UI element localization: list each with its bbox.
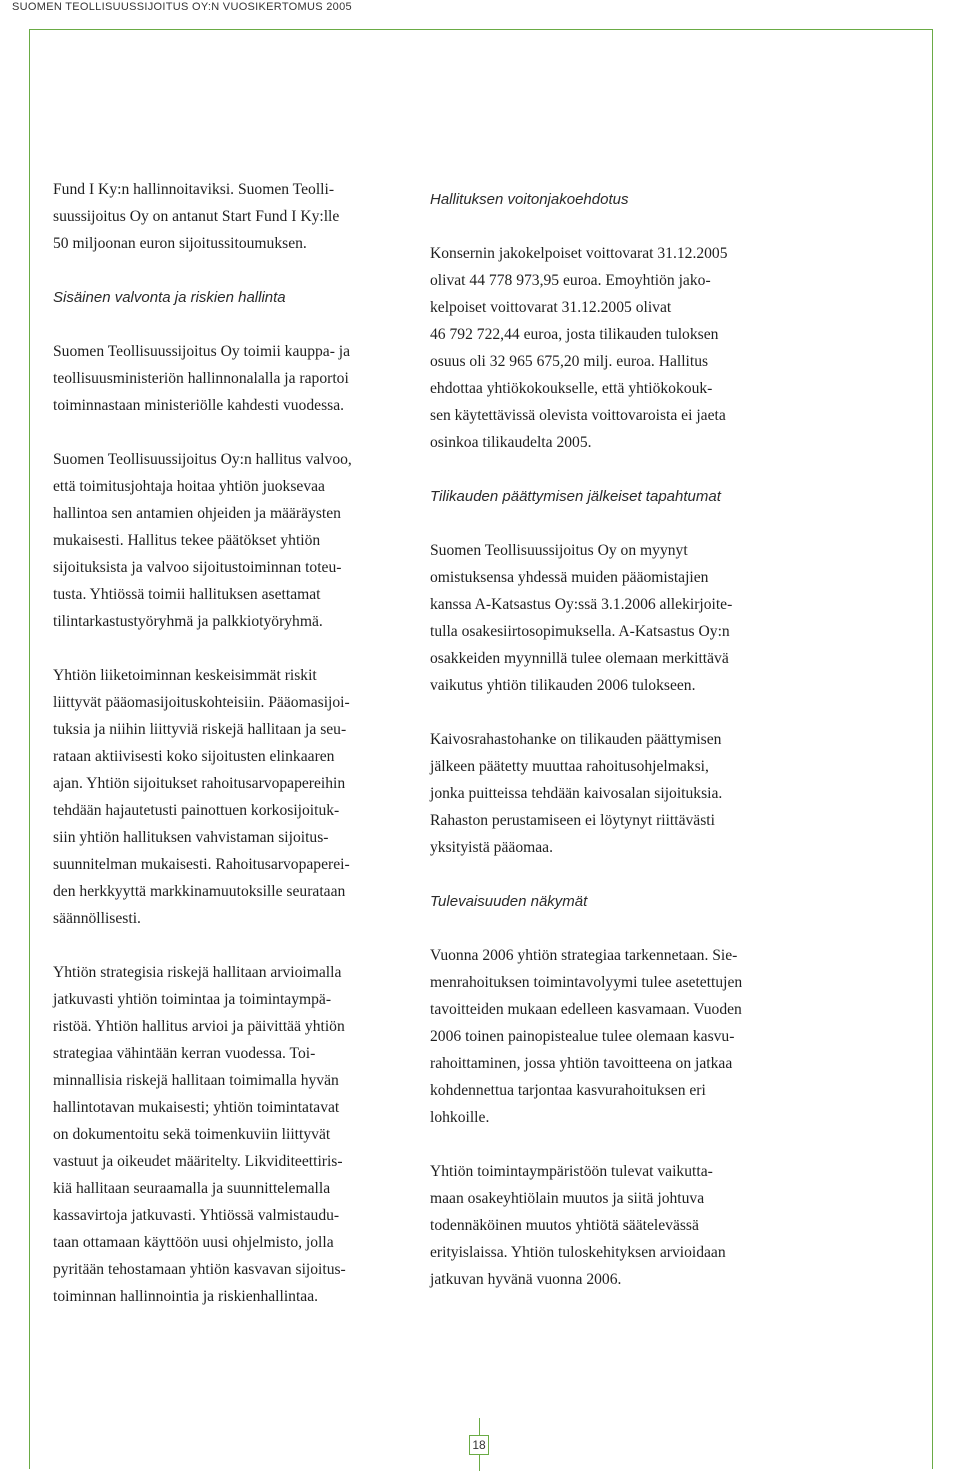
- paragraph-a-katsastus-sale: Suomen Teollisuussijoitus Oy on myynyt omistuksensa yhdessä muiden pääomistajien kanssa A-Katsastus Oy:ssä 3.1.2006 allekirjoite- tulla osakesiirtosopimuksella. A-Katsastus Oy:n osakkeiden myynnillä tulee olemaan merkittävä vaikutus yhtiön tilikauden 2006 tulokseen.: [430, 542, 733, 694]
- paragraph-distributable-funds: Konsernin jakokelpoiset voittovarat 31.12.2005 olivat 44 778 973,95 euroa. Emoyhtiön jako- kelpoiset voittovarat 31.12.2005 olivat 46 792 722,44 euroa, josta tilikauden tuloksen osuus oli 32 965 675,20 milj. euroa. Hallitus ehdottaa yhtiökokoukselle, että yhtiökokouk- sen käytettävissä olevista voittovaroista ei jaeta osinkoa tilikaudelta 2005.: [430, 245, 728, 451]
- running-header: SUOMEN TEOLLISUUSSIJOITUS OY:N VUOSIKERTOMUS 2005: [12, 1, 352, 13]
- page-number: 18: [469, 1435, 489, 1455]
- left-column: [53, 176, 413, 1337]
- heading-future-outlook: Tulevaisuuden näkymät: [430, 893, 588, 910]
- paragraph-strategic-risks: Yhtiön strategisia riskejä hallitaan arvioimalla jatkuvasti yhtiön toimintaa ja toimintaympä- ristöä. Yhtiön hallitus arvioi ja päivittää yhtiön strategiaa vähintään kerran vuodessa. Toi- minnallisia riskejä hallitaan toimimalla hyvän hallintotavan mukaisesti; yhtiön toimintatavat on dokumentoitu sekä toimenkuviin liittyvät vastuut ja oikeudet määritelty. Likviditeettiris- kiä hallitaan seuraamalla ja suunnittelemalla kassavirtoja jatkuvasti. Yhtiössä valmistaudu- taan ottamaan käyttöön uusi ohjelmisto, jolla pyritään tehostamaan yhtiön kasvavan sijoitus- toiminnan hallinnointia ja riskienhallintaa.: [53, 964, 346, 1305]
- paragraph-fund-commitment: Fund I Ky:n hallinnoitaviksi. Suomen Teolli- suussijoitus Oy on antanut Start Fund I Ky:lle 50 miljoonan euron sijoitussitoumuksen.: [53, 181, 340, 252]
- heading-subsequent-events: Tilikauden päättymisen jälkeiset tapahtumat: [430, 488, 721, 505]
- paragraph-ministry-reporting: Suomen Teollisuussijoitus Oy toimii kauppa- ja teollisuusministeriön hallinnonalalla ja raportoi toiminnastaan ministeriölle kahdesti vuodessa.: [53, 343, 351, 414]
- heading-internal-control: Sisäinen valvonta ja riskien hallinta: [53, 289, 286, 306]
- right-column: [430, 186, 790, 1320]
- paragraph-mining-fund: Kaivosrahastohanke on tilikauden päättymisen jälkeen päätetty muuttaa rahoitusohjelmaksi, jonka puitteissa tehdään kaivosalan sijoituksia. Rahaston perustamiseen ei löytynyt riittävästi yksityistä pääomaa.: [430, 731, 723, 856]
- page-number-rule-top: [479, 1418, 480, 1435]
- page-number-rule-bottom: [479, 1455, 480, 1471]
- paragraph-business-risks: Yhtiön liiketoiminnan keskeisimmät riskit liittyvät pääomasijoituskohteisiin. Pääomasijoi- tuksia ja niihin liittyviä riskejä hallitaan ja seu- rataan aktiivisesti koko sijoitusten elinkaaren ajan. Yhtiön sijoitukset rahoitusarvopapereihin tehdään hajautetusti painottuen korkosijoituk- siin yhtiön hallituksen vahvistaman sijoitus- suunnitelman mukaisesti. Rahoitusarvopaperei- den herkkyyttä markkinamuutoksille seurataan säännöllisesti.: [53, 667, 350, 927]
- heading-profit-distribution: Hallituksen voitonjakoehdotus: [430, 191, 629, 208]
- paragraph-operating-environment: Yhtiön toimintaympäristöön tulevat vaikutta- maan osakeyhtiölain muutos ja siitä johtuva todennäköinen muutos yhtiötä säätelevässä erityislaissa. Yhtiön tuloskehityksen arvioidaan jatkuvan hyvänä vuonna 2006.: [430, 1163, 726, 1288]
- paragraph-strategy-2006: Vuonna 2006 yhtiön strategiaa tarkennetaan. Sie- menrahoituksen toimintavolyymi tulee asetettujen tavoitteiden mukaan edelleen kasvamaan. Vuoden 2006 toinen painopistealue tulee olemaan kasvu- rahoittaminen, jossa yhtiön tavoitteena on jatkaa kohdennettua tarjontaa kasvurahoituksen eri lohkoille.: [430, 947, 743, 1126]
- paragraph-board-supervision: Suomen Teollisuussijoitus Oy:n hallitus valvoo, että toimitusjohtaja hoitaa yhtiön juoksevaa hallintoa sen antamien ohjeiden ja määräysten mukaisesti. Hallitus tekee päätökset yhtiön sijoituksista ja valvoo sijoitustoiminnan toteu- tusta. Yhtiössä toimii hallituksen asettamat tilintarkastustyöryhmä ja palkkiotyöryhmä.: [53, 451, 352, 630]
